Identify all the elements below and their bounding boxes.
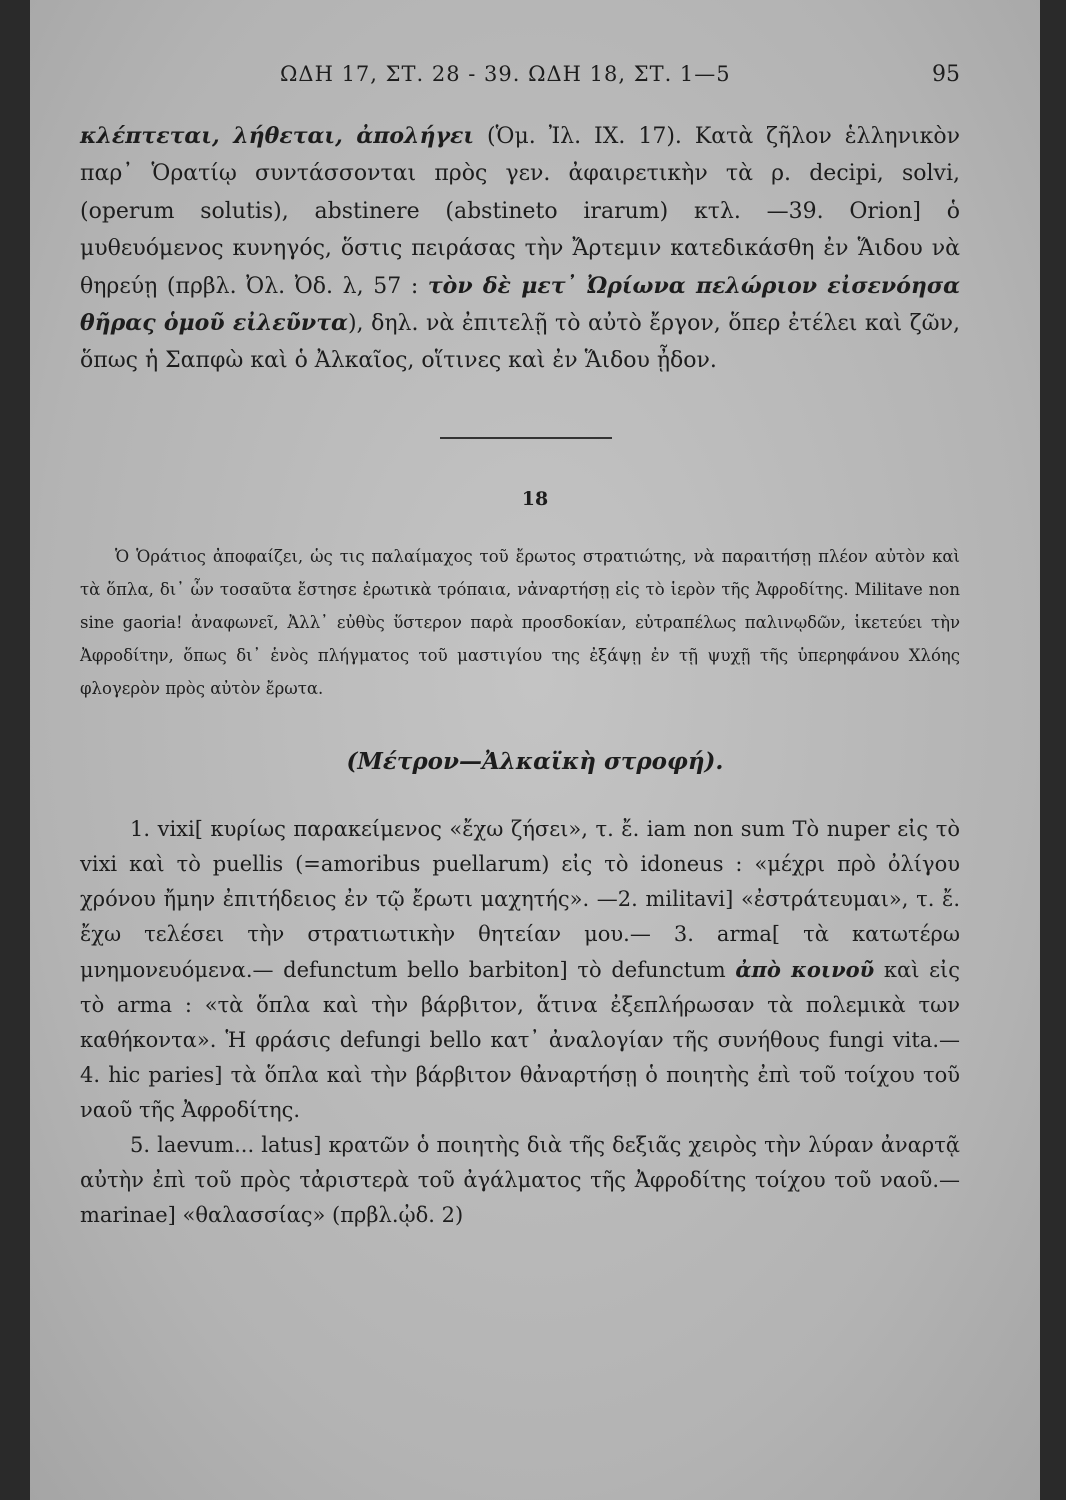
- page-number: 95: [932, 62, 960, 87]
- section-divider: [440, 437, 612, 439]
- note-1-part-a: 1. vixi[ κυρίως παρακείμενος «ἔχω ζήσει», τ. ἔ. iam non sum Τὸ nuper εἰς τὸ vixi καὶ τὸ puellis (=amoribus puellarum) εἰς τὸ idoneus : «μέχρι πρὸ ὀλίγου χρόνου ἤμην ἐπιτήδειος ἐν τῷ ἔρωτι μαχητής». —2. militavi] «ἐστράτευμαι», τ. ἔ. ἔχω τελέσει τὴν στρατιωτικὴν θητείαν μου.— 3. arma[ τὰ κατωτέρω μνημονευόμενα.— defunctum bello barbiton] τὸ defunctum: [80, 817, 960, 982]
- note-1-part-b: καὶ εἰς τὸ arma : «τὰ ὅπλα καὶ τὴν βάρβιτον, ἅτινα ἐξεπλήρωσαν τὰ πολεμικὰ των καθήκοντα». Ἡ φράσις defungi bello κατ᾿ ἀναλογίαν τῆς συνήθους fungi vita.— 4. hic paries] τὰ ὅπλα καὶ τὴν βάρβιτον θἀναρτήσῃ ὁ ποιητὴς ἐπὶ τοῦ τοίχου τοῦ ναοῦ τῆς Ἀφροδίτης.: [80, 958, 961, 1122]
- running-head: ΩΔΗ 17, ΣΤ. 28 - 39. ΩΔΗ 18, ΣΤ. 1—5: [280, 62, 731, 86]
- ode-intro-paragraph: Ὁ Ὁράτιος ἀποφαίζει, ὡς τις παλαίμαχος τοῦ ἔρωτος στρατιώτης, νὰ παραιτήσῃ πλέον αὐτὸν καὶ τὰ ὅπλα, δι᾿ ὧν τοσαῦτα ἔστησε ἐρωτικὰ τρόπαια, νἀναρτήσῃ εἰς τὸ ἱερὸν τῆς Ἀφροδίτης. Militave non sine gaoria! ἀναφωνεῖ, Ἀλλ᾿ εὐθὺς ὕστερον παρὰ προσδοκίαν, εὐτραπέλως παλινῳδῶν, ἱκετεύει τὴν Ἀφροδίτην, ὅπως δι᾿ ἑνὸς πλήγματος τοῦ μαστιγίου της ἐξάψῃ ἐν τῇ ψυχῇ τῆς ὑπερηφάνου Χλόης φλογερὸν πρὸς αὐτὸν ἔρωτα.: [80, 547, 960, 698]
- note-paragraph-5: 5. laevum... latus] κρατῶν ὁ ποιητὴς διὰ τῆς δεξιᾶς χειρὸς τὴν λύραν ἀναρτᾷ αὐτὴν ἐπὶ τοῦ πρὸς τἀριστερὰ τοῦ ἀγάλματος τῆς Ἀφροδίτης τοίχου τοῦ ναοῦ.—marinae] «θαλασσίας» (πρβλ.ᾠδ. 2): [80, 1133, 960, 1227]
- notes-text-1: (Ὁμ. Ἰλ. ΙΧ. 17). Κατὰ ζῆλον ἑλληνικὸν παρ᾿ Ὁρατίῳ συντάσσονται πρὸς γεν. ἀφαιρετικὴν τὰ ρ. decipi, solvi, (operum solutis), abstinere (abstineto irarum) κτλ. —39. Orion] ὁ μυθευόμενος κυνηγός, ὅστις πειράσας τὴν Ἄρτεμιν κατεδικάσθη ἐν Ἅιδου νὰ θηρεύῃ (πρβλ. Ὀλ. Ὀδ. λ, 57 :: [80, 124, 960, 299]
- continued-notes: [80, 118, 960, 380]
- continued-notes-paragraph: [80, 118, 960, 380]
- notes-text-2: ), δηλ. νὰ ἐπιτελῇ τὸ αὐτὸ ἔργον, ὅπερ ἐτέλει καὶ ζῶν, ὅπως ἡ Σαπφὼ καὶ ὁ Ἀλκαῖος, οἵτινες καὶ ἐν Ἅιδου ᾖδον.: [80, 311, 960, 374]
- meter-heading: (Μέτρον—Ἀλκαϊκὴ στροφή).: [346, 748, 724, 775]
- note-paragraph-1: [80, 812, 960, 1128]
- bold-lead: κλέπτεται, λήθεται, ἀπολήγει: [80, 123, 475, 149]
- book-page: [30, 0, 1040, 1500]
- bold-quote: τὸν δὲ μετ᾿ Ὠρίωνα πελώριον εἰσενόησα θῆρας ὁμοῦ εἰλεῦντα: [80, 272, 961, 337]
- bold-apo-koinou: ἀπὸ κοινοῦ: [735, 957, 875, 982]
- page-header: [90, 62, 960, 92]
- ode-number: 18: [521, 488, 549, 510]
- ode-intro: [80, 540, 960, 705]
- line-notes: [80, 812, 960, 1233]
